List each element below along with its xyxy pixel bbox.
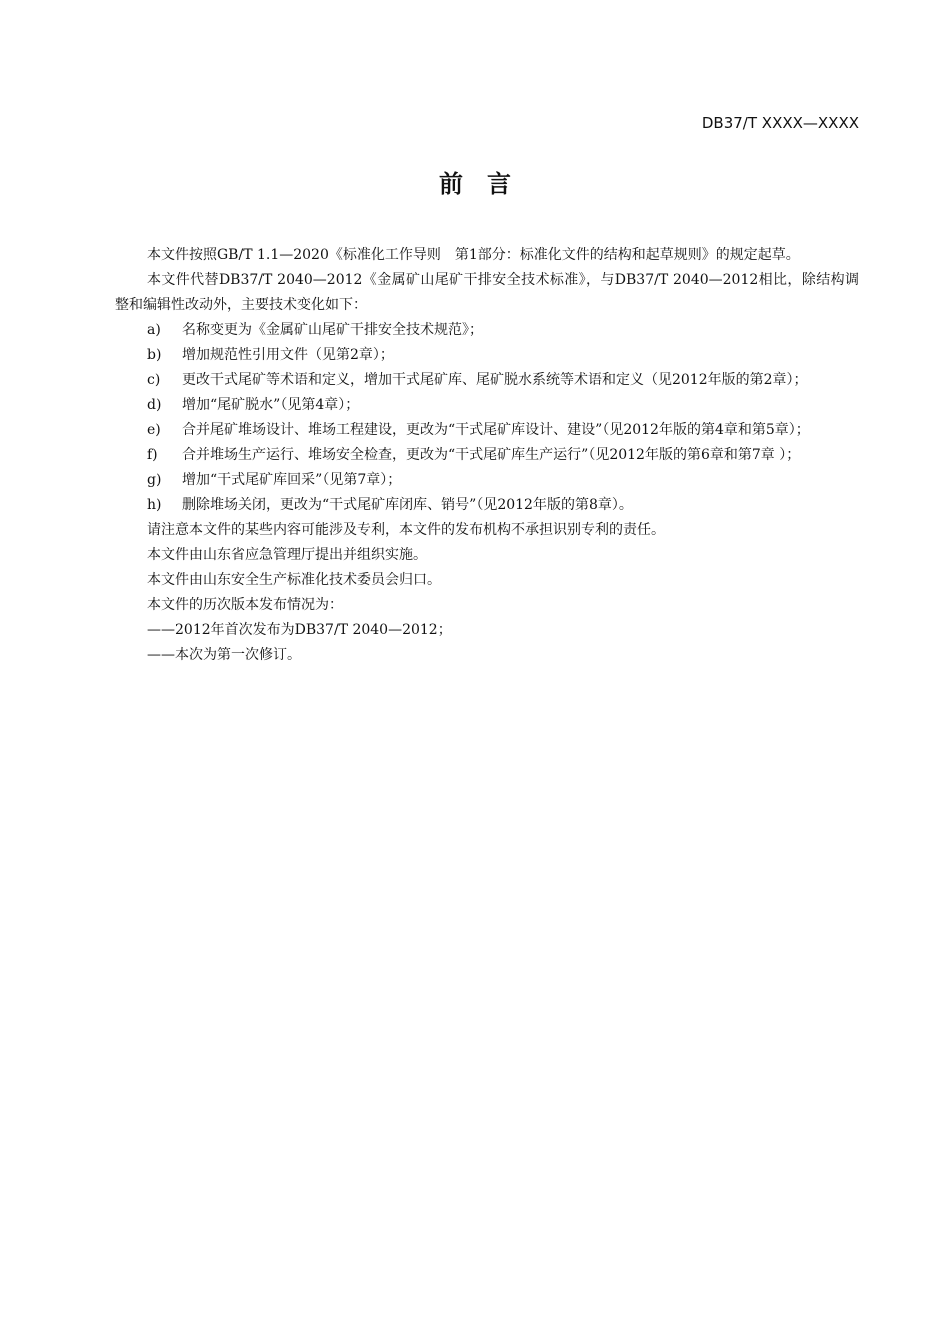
item-label: b) — [147, 347, 162, 363]
item-text: 增加“尾矿脱水”（见第4章）； — [182, 397, 360, 413]
item-text: 名称变更为《金属矿山尾矿干排安全技术规范》； — [182, 322, 483, 338]
item-label: f) — [147, 447, 158, 463]
paragraph: 本文件代替DB37/T 2040—2012《金属矿山尾矿干排安全技术标准》，与DB37/T 2040—2012相比，除结构调整和编辑性改动外，主要技术变化如下： — [115, 272, 859, 313]
item-label: g) — [147, 472, 162, 488]
paragraph: 请注意本文件的某些内容可能涉及专利，本文件的发布机构不承担识别专利的责任。 — [147, 522, 665, 538]
paragraph: 本文件由山东安全生产标准化技术委员会归口。 — [147, 572, 441, 588]
item-label: h) — [147, 497, 162, 513]
list-item — [115, 443, 859, 468]
list-item — [115, 468, 859, 493]
list-item — [115, 343, 859, 368]
item-label: d) — [147, 397, 162, 413]
page-title: 前言 — [439, 170, 535, 198]
item-text: 增加规范性引用文件（见第2章）； — [182, 347, 394, 363]
list-item — [115, 393, 859, 418]
item-text: 删除堆场关闭，更改为“干式尾矿库闭库、销号”（见2012年版的第8章）。 — [182, 497, 633, 513]
paragraph: 本文件的历次版本发布情况为： — [147, 597, 343, 613]
history-line: ——本次为第一次修订。 — [147, 647, 301, 663]
list-item — [115, 318, 859, 343]
item-text: 合并尾矿堆场设计、堆场工程建设，更改为“干式尾矿库设计、建设”（见2012年版的第4章和第5章）； — [182, 422, 810, 438]
list-item — [115, 368, 859, 393]
paragraph: 本文件按照GB/T 1.1—2020《标准化工作导则 第1部分：标准化文件的结构和起草规则》的规定起草。 — [147, 247, 800, 263]
item-label: e) — [147, 422, 161, 438]
item-text: 更改干式尾矿等术语和定义，增加干式尾矿库、尾矿脱水系统等术语和定义（见2012年版的第2章）； — [182, 372, 808, 388]
item-label: c) — [147, 372, 161, 388]
history-line: ——2012年首次发布为DB37/T 2040—2012； — [147, 622, 452, 638]
document-code: DB37/T XXXX—XXXX — [701, 114, 859, 132]
foreword-body — [115, 243, 859, 668]
item-text: 合并堆场生产运行、堆场安全检查，更改为“干式尾矿库生产运行”（见2012年版的第6章和第7章 ）； — [182, 447, 801, 463]
list-item — [115, 493, 859, 518]
list-item — [115, 418, 859, 443]
item-text: 增加“干式尾矿库回采”（见第7章）； — [182, 472, 402, 488]
paragraph: 本文件由山东省应急管理厅提出并组织实施。 — [147, 547, 427, 563]
item-label: a) — [147, 322, 161, 338]
